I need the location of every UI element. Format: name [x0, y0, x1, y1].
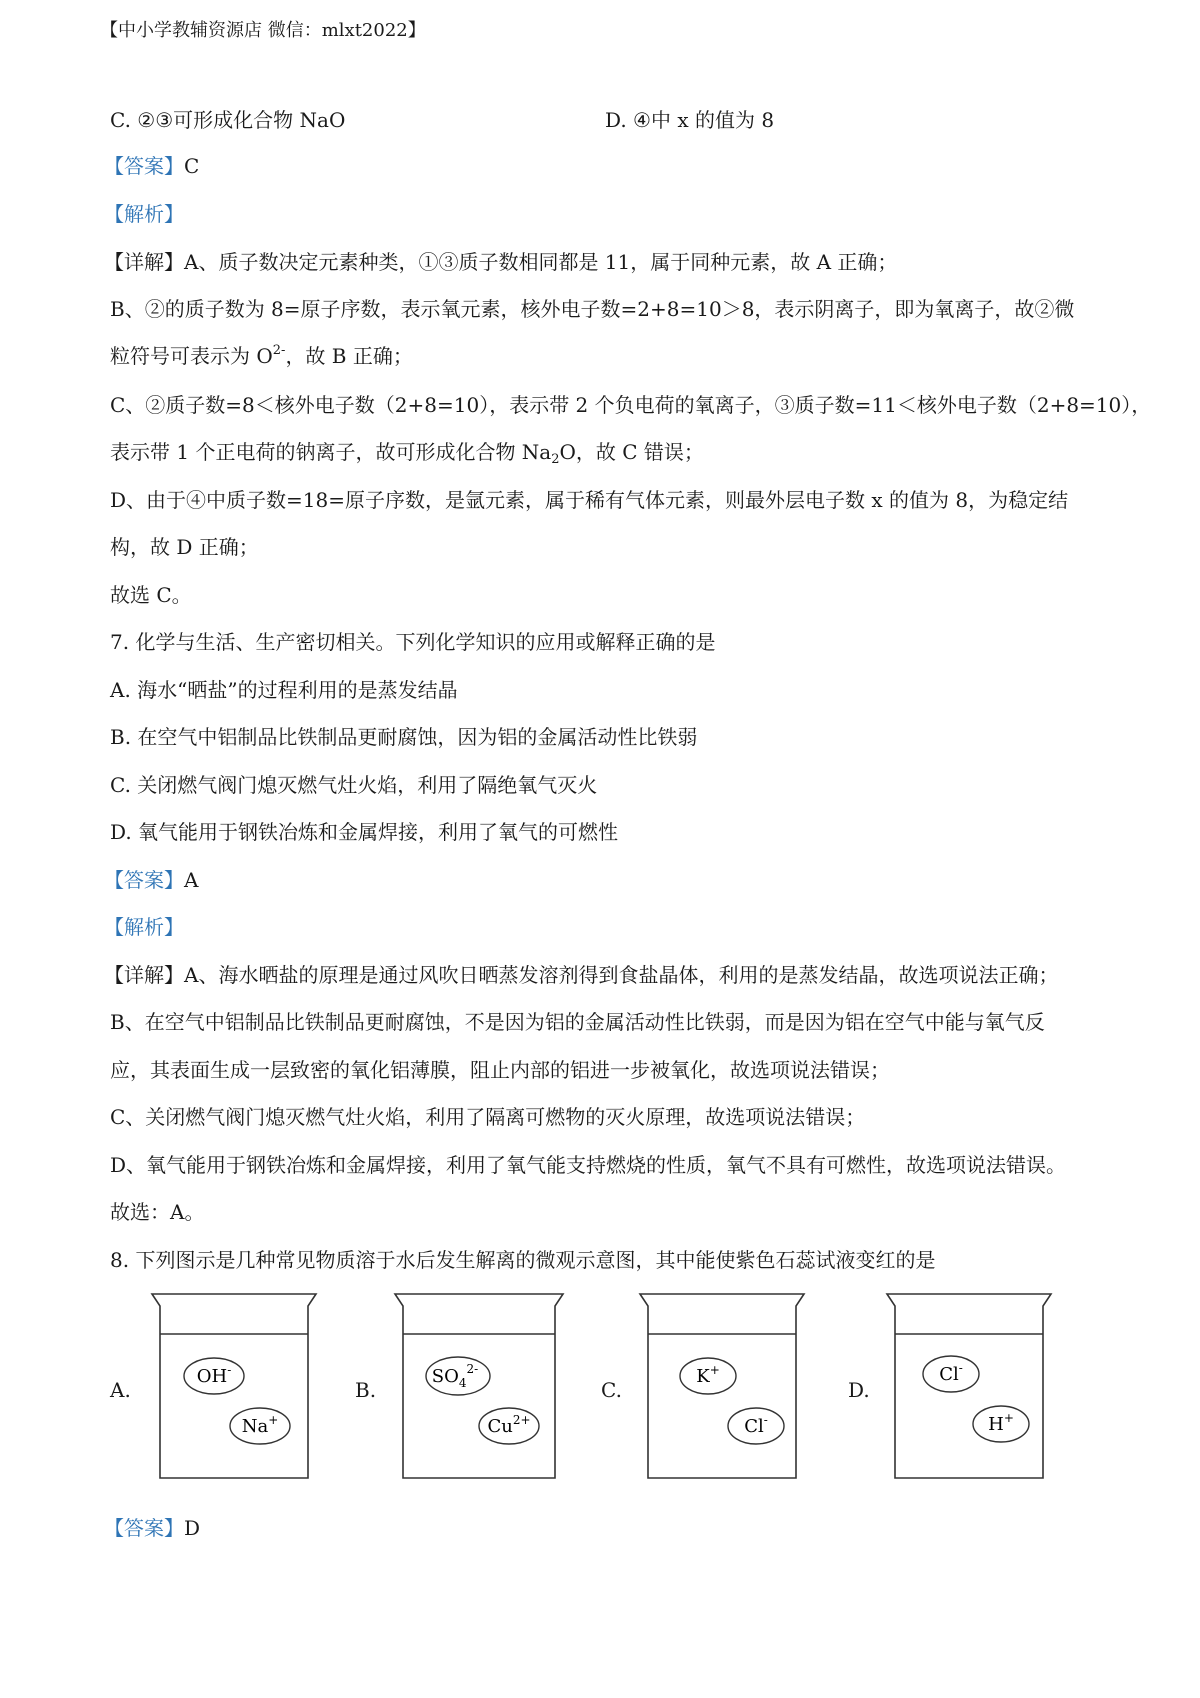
q7-detail-c: C、关闭燃气阀门熄灭燃气灶火焰，利用了隔离可燃物的灭火原理，故选项说法错误； [110, 1105, 866, 1129]
q7-stem: 7. 化学与生活、生产密切相关。下列化学知识的应用或解释正确的是 [110, 630, 716, 654]
detail-text: A、海水晒盐的原理是通过风吹日晒蒸发溶剂得到食盐晶体，利用的是蒸发结晶，故选项说法正确； [184, 963, 1059, 987]
detail-tag: 【详解】 [104, 250, 184, 274]
q7-detail-a [104, 959, 1058, 988]
beaker-icon [395, 1294, 563, 1478]
q6-answer [104, 150, 199, 179]
detail-text: 表示带 1 个正电荷的钠离子，故可形成化合物 Na [110, 440, 552, 464]
q8-option-a-beaker [150, 1290, 318, 1480]
ion-1: $SO_4^{2-}$ [431, 1362, 479, 1390]
ion-2: $Cu^{2+}$ [487, 1413, 531, 1437]
q8-option-c-label: C. [601, 1378, 622, 1402]
q6-detail-d2: 构，故 D 正确； [110, 535, 259, 559]
answer-tag: 【答案】 [104, 1516, 184, 1540]
q7-option-c: C. 关闭燃气阀门熄灭燃气灶火焰，利用了隔绝氧气灭火 [110, 773, 598, 797]
q7-analysis-tag: 【解析】 [104, 915, 184, 939]
q7-conclusion: 故选：A。 [110, 1200, 205, 1224]
q7-detail-d: D、氧气能用于钢铁冶炼和金属焊接，利用了氧气能支持燃烧的性质，氧气不具有可燃性，故选项说法错误。 [110, 1153, 1067, 1177]
q6-analysis-tag: 【解析】 [104, 202, 184, 226]
q6-detail-c1: C、②质子数=8＜核外电子数（2+8=10），表示带 2 个负电荷的氧离子，③质子数=11＜核外电子数（2+8=10）， [110, 393, 1152, 417]
answer-value: A [184, 868, 199, 892]
q7-detail-b1: B、在空气中铝制品比铁制品更耐腐蚀，不是因为铝的金属活动性比铁弱，而是因为铝在空气中能与氧气反 [110, 1010, 1045, 1034]
beaker-icon [640, 1294, 804, 1478]
detail-text: 粒符号可表示为 O [110, 344, 273, 368]
q7-option-a: A. 海水“晒盐”的过程利用的是蒸发结晶 [110, 678, 458, 702]
q7-option-d: D. 氧气能用于钢铁冶炼和金属焊接，利用了氧气的可燃性 [110, 820, 619, 844]
q8-option-b-beaker [393, 1290, 565, 1480]
q7-option-b: B. 在空气中铝制品比铁制品更耐腐蚀，因为铝的金属活动性比铁弱 [110, 725, 698, 749]
q6-detail-c2 [110, 436, 704, 467]
detail-tag: 【详解】 [104, 963, 184, 987]
q8-stem: 8. 下列图示是几种常见物质溶于水后发生解离的微观示意图，其中能使紫色石蕊试液变红的是 [110, 1248, 936, 1272]
q6-detail-a [104, 246, 897, 275]
ion-1: Cl- [939, 1361, 963, 1385]
subscript: 2 [551, 452, 560, 467]
answer-value: D [184, 1516, 201, 1540]
q6-detail-b2 [110, 340, 413, 369]
q6-option-d: D. ④中 x 的值为 8 [605, 108, 775, 132]
q8-option-c-beaker [638, 1290, 806, 1480]
ion-1: K+ [696, 1363, 720, 1387]
page-header: 【中小学教辅资源店 微信：mlxt2022】 [100, 20, 426, 41]
q6-option-c: C. ②③可形成化合物 NaO [110, 108, 346, 132]
beaker-icon [887, 1294, 1051, 1478]
q8-answer [104, 1512, 200, 1541]
ion-2: Na+ [241, 1413, 279, 1437]
q8-option-b-label: B. [355, 1378, 377, 1402]
q7-detail-b2: 应，其表面生成一层致密的氧化铝薄膜，阻止内部的铝进一步被氧化，故选项说法错误； [110, 1058, 890, 1082]
q8-option-d-beaker [885, 1290, 1053, 1480]
detail-text: ，故 B 正确； [285, 344, 413, 368]
ion-2: Cl- [744, 1413, 768, 1437]
q6-detail-b1: B、②的质子数为 8=原子序数，表示氧元素，核外电子数=2+8=10＞8，表示阴离子，即为氧离子，故②微 [110, 297, 1075, 321]
answer-tag: 【答案】 [104, 868, 184, 892]
ion-2: H+ [988, 1411, 1014, 1435]
answer-tag: 【答案】 [104, 154, 184, 178]
q8-option-d-label: D. [848, 1378, 870, 1402]
q6-conclusion: 故选 C。 [110, 583, 192, 607]
answer-value: C [184, 154, 200, 178]
detail-text: O，故 C 错误； [559, 440, 704, 464]
superscript: 2- [272, 343, 286, 358]
q6-detail-d1: D、由于④中质子数=18=原子序数，是氩元素，属于稀有气体元素，则最外层电子数 x 的值为 8，为稳定结 [110, 488, 1069, 512]
beaker-icon [152, 1294, 316, 1478]
q8-option-a-label: A. [110, 1378, 131, 1402]
ion-1: OH- [196, 1363, 232, 1387]
q7-answer [104, 864, 198, 893]
detail-text: A、质子数决定元素种类，①③质子数相同都是 11，属于同种元素，故 A 正确； [184, 250, 898, 274]
